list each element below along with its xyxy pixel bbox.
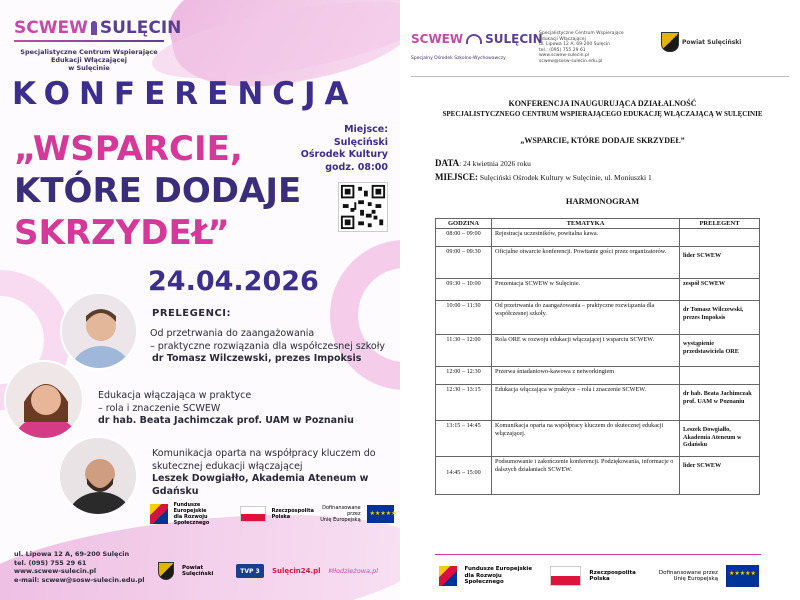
table-header-row xyxy=(436,219,760,229)
table-row xyxy=(436,457,760,495)
logo-arch-icon xyxy=(466,34,482,44)
row-topic: Od przetrwania do zaangażowania – praktyczne rozwiązania dla współczesnej szkoły. xyxy=(492,301,680,335)
row-time: 09:30 – 10:00 xyxy=(436,279,492,301)
motto-line: SKRZYDEŁ” xyxy=(14,213,230,253)
logo-sub-line: Specjalistyczne Centrum Wspierające xyxy=(20,48,158,56)
place-line xyxy=(435,172,652,182)
poster-place xyxy=(301,124,388,174)
speakers-label: PRELEGENCI: xyxy=(152,308,232,319)
row-speaker: lider SCWEW xyxy=(680,247,760,279)
eu-text xyxy=(318,505,361,523)
table-row xyxy=(436,301,760,335)
motto-line: „WSPARCIE, xyxy=(14,129,243,169)
table-row xyxy=(436,247,760,279)
fe-text xyxy=(465,566,543,586)
addr-line: ul. Lipowa 12 A, 69-200 Sulęcin xyxy=(539,42,610,48)
row-speaker xyxy=(680,367,760,385)
schedule-table xyxy=(435,218,760,495)
column-header-time: GODZINA xyxy=(436,219,492,229)
row-topic: Przerwa śniadaniowo-kawowa z networkingiem xyxy=(492,367,680,385)
speaker-photo xyxy=(58,436,138,516)
place-value: Sulęciński Ośrodek Kultury w Sulęcinie, ul. Moniuszki 1 xyxy=(478,173,652,182)
powiat-label: Powiat Sulęciński xyxy=(682,38,742,46)
column-header-topic: TEMATYKA xyxy=(492,219,680,229)
document-title xyxy=(405,98,800,120)
row-speaker: zespół SCWEW xyxy=(680,279,760,301)
eu-text xyxy=(652,570,718,583)
speaker-photo xyxy=(4,360,84,440)
row-topic: Oficjalne otwarcie konferencji. Powitanie gości przez organizatorów. xyxy=(492,247,680,279)
table-row xyxy=(436,335,760,367)
email-link[interactable]: e-mail: scwew@sosw-sulecin.edu.pl xyxy=(14,575,145,584)
qr-code-icon[interactable] xyxy=(338,182,388,232)
header-address xyxy=(539,31,624,65)
scwew-logo xyxy=(14,18,182,72)
fe-line: dla Rozwoju Społecznego xyxy=(173,514,210,526)
website-link[interactable]: www.scwew-sulecin.pl xyxy=(539,53,589,59)
powiat-logo xyxy=(661,32,741,52)
eu-line: Unię Europejską xyxy=(320,517,361,523)
person-icon xyxy=(60,438,138,516)
place-line: Miejsce: xyxy=(344,124,388,135)
row-speaker xyxy=(680,229,760,247)
pl-line: Rzeczpospolita xyxy=(589,569,636,576)
eu-flag-icon xyxy=(367,505,394,523)
row-speaker: Leszek Dowgiałło, Akademia Ateneum w Gdańsku xyxy=(680,421,760,457)
date-label: DATA xyxy=(435,158,460,168)
row-speaker: wystąpienie przedstawiciela ORE xyxy=(680,335,760,367)
powiat-crest-icon xyxy=(158,562,174,580)
poland-flag-icon xyxy=(240,506,265,522)
talk-2 xyxy=(98,390,354,428)
row-speaker: dr hab. Beata Jachimczak prof. UAM w Poznaniu xyxy=(680,385,760,421)
talk-line: Edukacja włączająca w praktyce xyxy=(98,390,252,401)
powiat-crest-icon xyxy=(661,32,679,52)
decorative-ring xyxy=(330,240,400,390)
fe-text xyxy=(174,502,235,526)
logo-sub-line: Edukacji Włączającej xyxy=(50,56,128,64)
poland-flag-icon xyxy=(550,566,581,586)
sulecin24-logo: Sulęcin24.pl xyxy=(272,567,321,575)
logo-subtitle: Specjalny Ośrodek Szkolno-Wychowawczy xyxy=(411,56,506,61)
row-speaker: lider SCWEW xyxy=(680,457,760,495)
row-time: 11:30 – 12:00 xyxy=(436,335,492,367)
pl-text xyxy=(589,570,643,583)
place-line: Sulęciński xyxy=(333,136,388,148)
row-time: 13:15 – 14:45 xyxy=(436,421,492,457)
row-time: 08:00 – 09:00 xyxy=(436,229,492,247)
speaker-name: dr hab. Beata Jachimczak prof. UAM w Poznaniu xyxy=(98,415,354,426)
scwew-logo xyxy=(411,32,543,61)
addr-line: Edukacji Włączającej xyxy=(539,36,586,42)
pl-text xyxy=(272,508,312,520)
speaker-name: Leszek Dowgiałło, Akademia Ateneum w Gdańsku xyxy=(152,473,369,497)
date-value: : 24 kwietnia 2026 roku xyxy=(459,159,531,168)
person-icon xyxy=(62,294,138,370)
poster-date: 24.04.2026 xyxy=(148,266,319,297)
row-topic: Rejestracja uczestników, powitalna kawa. xyxy=(492,229,680,247)
logo-underline xyxy=(14,40,164,42)
place-line: Ośrodek Kultury xyxy=(300,149,388,160)
place-line: godz. 08:00 xyxy=(325,161,388,173)
partner-logos xyxy=(158,558,394,584)
logo-text-left: SCWEW xyxy=(14,18,88,38)
contact-line: ul. Lipowa 12 A, 69-200 Sulęcin xyxy=(14,550,130,558)
addr-line: Specjalistyczne Centrum Wspierające xyxy=(539,31,624,36)
addr-line: tel.: (095) 755 29 61 xyxy=(539,47,586,53)
website-link[interactable]: www.scwew-sulecin.pl xyxy=(14,567,97,575)
fe-logo-icon xyxy=(439,566,457,586)
row-topic: Komunikacja oparta na współpracy kluczem do skutecznej edukacji włączającej. xyxy=(492,421,680,457)
table-row xyxy=(436,367,760,385)
table-row xyxy=(436,385,760,421)
row-time: 14:45 – 15:00 xyxy=(436,457,492,495)
tvp-logo: TVP 3 xyxy=(236,564,264,578)
row-topic: Rola ORE w rozwoju edukacji włączającej i wsparciu SCWEW. xyxy=(492,335,680,367)
header-divider xyxy=(411,76,789,77)
document-motto: „WSPARCIE, KTÓRE DODAJE SKRZYDEŁ” xyxy=(520,136,685,145)
eu-line: Dofinansowane przez xyxy=(658,569,718,576)
logo-text-right: SULĘCIN xyxy=(485,32,543,46)
row-speaker: dr Tomasz Wilczewski, prezes Impoksis xyxy=(680,301,760,335)
fe-logo-icon xyxy=(150,504,168,524)
row-topic: Edukacja włączająca w praktyce – rola i znaczenie SCWEW. xyxy=(492,385,680,421)
eu-line: Unię Europejską xyxy=(673,576,718,582)
speaker-photo xyxy=(60,292,138,370)
funding-logos xyxy=(150,502,394,526)
pl-line: Polska xyxy=(589,576,610,582)
title-line: KONFERENCJA INAUGURUJĄCA DZIAŁALNOŚĆ xyxy=(508,99,697,108)
fe-line: Fundusze Europejskie xyxy=(173,502,207,514)
logo-sub-line: w Sulęcinie xyxy=(68,64,110,72)
footer-divider xyxy=(435,554,761,555)
talk-line: Od przetrwania do zaangażowania xyxy=(150,328,315,339)
logo-arch-icon xyxy=(91,21,97,35)
talk-1 xyxy=(150,328,385,366)
row-time: 10:00 – 11:30 xyxy=(436,301,492,335)
poster-heading: KONFERENCJA xyxy=(12,76,358,112)
eu-flag-icon xyxy=(726,565,759,587)
powiat-label: Powiat Sulęciński xyxy=(182,565,214,577)
talk-line: Komunikacja oparta na współpracy kluczem do xyxy=(152,448,376,459)
fe-line: dla Rozwoju Społecznego xyxy=(464,572,504,586)
row-time: 09:00 – 09:30 xyxy=(436,247,492,279)
pl-line: Rzeczpospolita xyxy=(271,508,314,514)
eu-line: Dofinansowane przez xyxy=(322,505,361,517)
speaker-name: dr Tomasz Wilczewski, prezes Impoksis xyxy=(152,353,362,364)
logo-text-right: SULĘCIN xyxy=(99,18,182,38)
row-topic: Prezentacja SCWEW w Sulęcinie. xyxy=(492,279,680,301)
contact-line: tel. (095) 755 29 61 xyxy=(14,558,87,567)
schedule-heading: HARMONOGRAM xyxy=(565,196,640,206)
logo-subtitle xyxy=(14,48,164,72)
talk-line: skutecznej edukacji włączającej xyxy=(152,460,303,472)
table-row xyxy=(436,421,760,457)
row-time: 12:30 – 13:15 xyxy=(436,385,492,421)
talk-3 xyxy=(152,448,400,498)
place-label: MIEJSCE: xyxy=(435,172,479,182)
schedule-document xyxy=(405,0,800,600)
title-line: SPECJALISTYCZNEGO CENTRUM WSPIERAJĄCEGO EDUKACJĘ WŁĄCZAJĄCĄ W SULĘCINIE xyxy=(442,110,763,118)
motto-line: KTÓRE DODAJE xyxy=(14,171,302,211)
fe-line: Fundusze Europejskie xyxy=(464,566,533,573)
table-row xyxy=(436,279,760,301)
mlodziezowa-logo: Młodzieżowa.pl xyxy=(328,567,378,575)
contact-info xyxy=(14,550,144,584)
logo-text-left: SCWEW xyxy=(411,32,464,46)
funding-logos xyxy=(439,562,759,590)
row-time: 12:00 – 12:30 xyxy=(436,367,492,385)
person-icon xyxy=(6,362,84,440)
pl-line: Polska xyxy=(271,514,291,520)
poster-motto xyxy=(14,128,301,254)
talk-line: – rola i znaczenie SCWEW xyxy=(98,402,221,414)
email-link[interactable]: scwew@sosw-sulecin.edu.pl xyxy=(539,58,603,64)
table-row xyxy=(436,229,760,247)
talk-line: – praktyczne rozwiązania dla współczesnej szkoły xyxy=(150,340,386,352)
date-line xyxy=(435,158,531,168)
document-header xyxy=(411,28,791,76)
row-topic: Podsumowanie i zakończenie konferencji. Podziękowania, informacje o dalszych działaniach SCWEW. xyxy=(492,457,680,495)
column-header-speaker: PRELEGENT xyxy=(680,219,760,229)
